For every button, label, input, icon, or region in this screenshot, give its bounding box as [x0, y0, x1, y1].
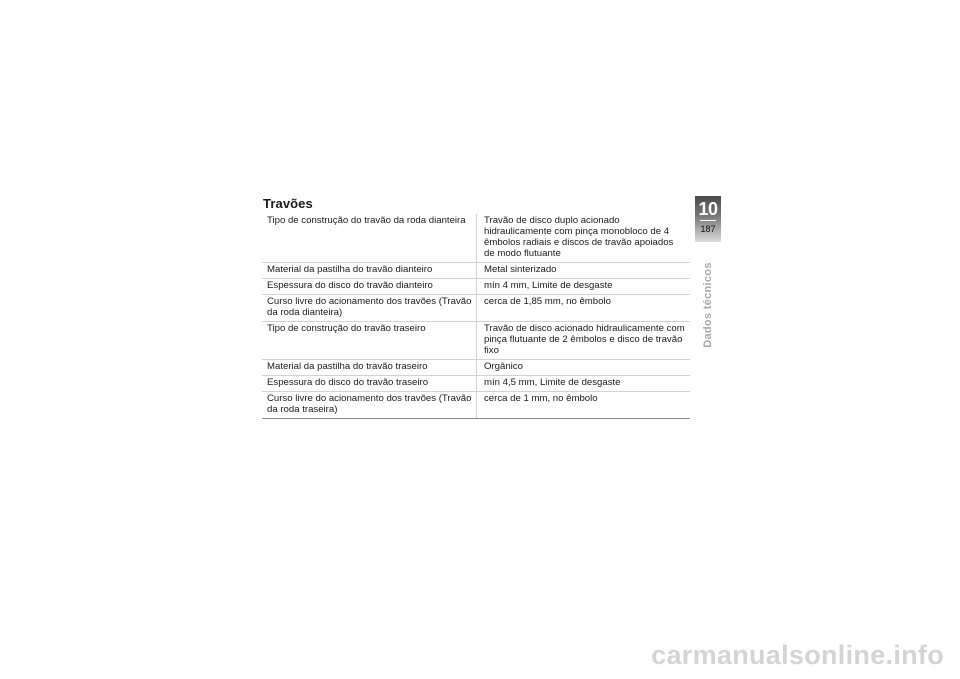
spec-label: Curso livre do acionamento dos travões (Travão da roda dianteira) [262, 295, 477, 322]
spec-value: Travão de disco acionado hidraulicamente com pinça flutuante de 2 êmbolos e disco de travão fixo [477, 322, 691, 360]
spec-value: mín 4,5 mm, Limite de desgaste [477, 376, 691, 392]
table-row [262, 392, 690, 419]
section-title: Travões [263, 196, 313, 211]
chapter-number: 10 [698, 199, 718, 219]
table-row [262, 295, 690, 322]
spec-label: Tipo de construção do travão da roda dianteira [262, 214, 477, 263]
table-row [262, 263, 690, 279]
watermark: carmanualsonline.info [651, 640, 944, 670]
spec-value: mín 4 mm, Limite de desgaste [477, 279, 691, 295]
spec-value: Travão de disco duplo acionado hidraulicamente com pinça monobloco de 4 êmbolos radiais e discos de travão apoiados de modo flutuante [477, 214, 691, 263]
chapter-divider [700, 220, 716, 221]
spec-value: cerca de 1 mm, no êmbolo [477, 392, 691, 419]
spec-label: Material da pastilha do travão dianteiro [262, 263, 477, 279]
spec-label: Material da pastilha do travão traseiro [262, 360, 477, 376]
spec-value: Metal sinterizado [477, 263, 691, 279]
table-row [262, 322, 690, 360]
spec-label: Espessura do disco do travão dianteiro [262, 279, 477, 295]
spec-label: Espessura do disco do travão traseiro [262, 376, 477, 392]
spec-label: Curso livre do acionamento dos travões (Travão da roda traseira) [262, 392, 477, 419]
table-row [262, 376, 690, 392]
chapter-name: Dados técnicos [702, 262, 714, 348]
spec-value: cerca de 1,85 mm, no êmbolo [477, 295, 691, 322]
spec-label: Tipo de construção do travão traseiro [262, 322, 477, 360]
chapter-tab [695, 196, 721, 242]
table-row [262, 279, 690, 295]
table-row [262, 214, 690, 263]
page-number: 187 [700, 224, 716, 234]
table-row [262, 360, 690, 376]
brakes-spec-table [262, 214, 690, 419]
spec-value: Orgânico [477, 360, 691, 376]
